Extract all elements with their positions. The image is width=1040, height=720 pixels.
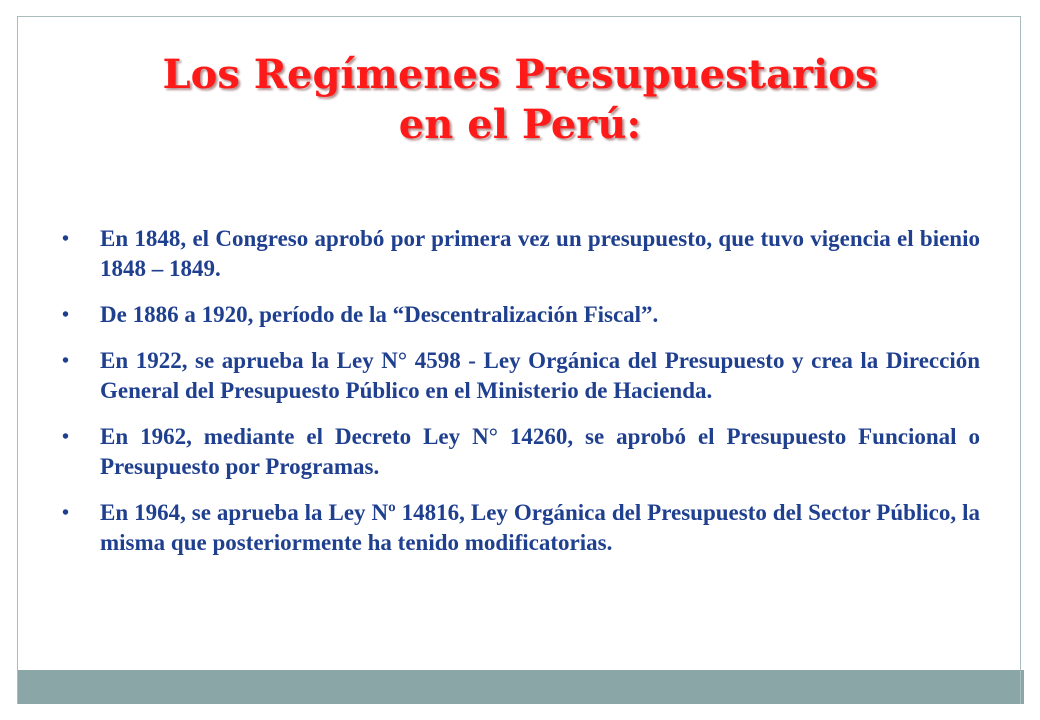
slide-title — [40, 50, 1000, 150]
bullet-dot-icon: • — [62, 350, 70, 372]
bullet-item — [62, 498, 980, 558]
bullet-item — [62, 346, 980, 406]
bullet-text: De 1886 a 1920, período de la “Descentralización Fiscal”. — [100, 302, 659, 327]
bullet-dot-icon: • — [62, 426, 70, 448]
footer-bar-edge — [1021, 670, 1024, 704]
bullet-item — [62, 300, 980, 330]
bullet-text: En 1962, mediante el Decreto Ley N° 14260, se aprobó el Presupuesto Funcional o Presupuesto por Programas. — [100, 424, 980, 479]
bullet-text: En 1964, se aprueba la Ley Nº 14816, Ley Orgánica del Presupuesto del Sector Público, la misma que posteriormente ha tenido modificatorias. — [100, 500, 980, 555]
bullet-dot-icon: • — [62, 502, 70, 524]
footer-bar — [18, 670, 1020, 704]
bullet-text: En 1848, el Congreso aprobó por primera vez un presupuesto, que tuvo vigencia el bienio 1848 – 1849. — [100, 226, 980, 281]
slide-title-line-2: en el Perú: — [398, 101, 642, 148]
bullet-list — [62, 224, 980, 574]
bullet-item — [62, 422, 980, 482]
bullet-dot-icon: • — [62, 228, 70, 250]
slide-title-line-1: Los Regímenes Presupuestarios — [162, 51, 878, 98]
bullet-item — [62, 224, 980, 284]
bullet-text: En 1922, se aprueba la Ley N° 4598 - Ley Orgánica del Presupuesto y crea la Dirección General del Presupuesto Público en el Ministerio de Hacienda. — [100, 348, 980, 403]
bullet-dot-icon: • — [62, 304, 70, 326]
